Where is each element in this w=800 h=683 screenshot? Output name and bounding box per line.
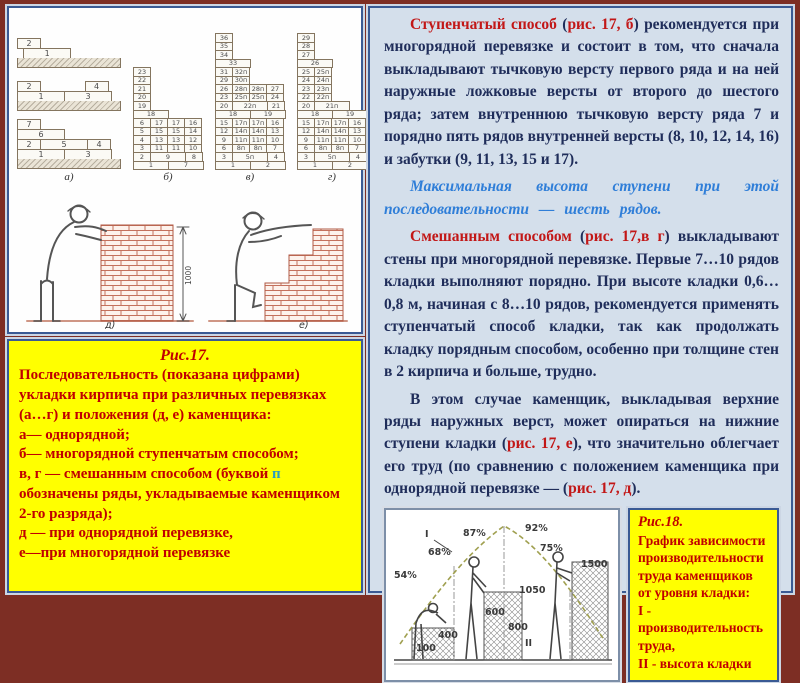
brick-cell: 8п	[232, 144, 250, 154]
diagram-label-a: а)	[64, 171, 74, 183]
brick-cell: 14п	[232, 127, 250, 137]
brick-cell: 27	[266, 84, 284, 94]
fig17-caption-box	[7, 339, 363, 593]
brick-cell: 8п	[314, 144, 332, 154]
brick-cell: 23	[133, 67, 151, 77]
bond-diagram-a3	[17, 119, 111, 159]
diagram-label-d: д)	[105, 320, 116, 329]
brick-cell: 13	[348, 127, 366, 137]
brick-cell: 34	[215, 50, 233, 60]
label-100: 100	[416, 642, 436, 654]
brick-cell: 1	[17, 149, 65, 160]
brick-cell: 11п	[314, 135, 332, 145]
figure18-row	[384, 508, 779, 682]
diagram-label-g: г)	[328, 171, 336, 183]
brick-cell: 15	[215, 118, 233, 128]
brick-cell: 14	[184, 127, 202, 137]
bond-diagram-g	[297, 33, 367, 183]
productivity-graph	[386, 510, 618, 678]
brick-cell: 16	[266, 118, 284, 128]
fig-ref-17vg: рис. 17,в г	[585, 228, 665, 246]
brick-cell: 6	[133, 118, 151, 128]
brick-cell: 21	[133, 84, 151, 94]
label-54pct: 54%	[394, 569, 417, 581]
brick-cell: 35	[215, 42, 233, 52]
brick-cell: 4	[87, 139, 111, 150]
bond-diagram-v	[215, 33, 285, 183]
brick-cell: 3	[133, 144, 151, 154]
fig18-body: График зависимости производительности труда каменщиков от уровня кладки:	[638, 532, 766, 601]
brick-cell: 24	[266, 93, 284, 103]
brick-cell: 12	[184, 135, 202, 145]
fig-ref-17e: рис. 17, е	[507, 435, 573, 453]
masons-illustrations	[13, 185, 357, 329]
diagram-label-v: в)	[245, 171, 255, 183]
brick-cell: 13	[150, 135, 168, 145]
brick-cell: 14п	[249, 127, 267, 137]
brick-cell: 23	[215, 93, 233, 103]
brick-cell: 30п	[232, 76, 250, 86]
mason-d-person	[34, 206, 106, 322]
bond-diagrams-row	[13, 11, 362, 185]
main-text	[384, 14, 779, 506]
right-column	[368, 6, 793, 671]
fig18-title: Рис.18.	[638, 513, 684, 530]
slide-frame	[7, 6, 793, 671]
brick-cell: 23п	[314, 84, 332, 94]
brick-cell: 4	[349, 152, 367, 162]
brick-cell: 11п	[232, 135, 250, 145]
diagram-label-b: б)	[163, 171, 173, 183]
brick-cell: 17п	[314, 118, 332, 128]
brick-cell: 25п	[249, 93, 267, 103]
brick-cell: 8п	[249, 144, 267, 154]
brick-cell: 16	[184, 118, 202, 128]
brick-cell: 4	[133, 135, 151, 145]
brick-cell: 13	[266, 127, 284, 137]
brick-cell: 24	[297, 76, 315, 86]
brick-cell: 12	[297, 127, 315, 137]
brick-cell: 22	[297, 93, 315, 103]
brick-cell: 3	[297, 152, 315, 162]
brick-cell: 3	[215, 152, 233, 162]
fig17-item-e: е—при многорядной перевязке	[19, 545, 231, 562]
ground-hatch	[17, 101, 121, 111]
brick-cell: 14п	[331, 127, 349, 137]
brick-cell: 1	[17, 91, 65, 102]
fig18-graph-box	[384, 508, 620, 682]
brick-cell: 17	[150, 118, 168, 128]
brick-cell: 5п	[232, 152, 268, 162]
brick-cell: 11	[167, 144, 185, 154]
left-column	[7, 6, 363, 593]
brick-cell: 29	[215, 76, 233, 86]
brick-cell: 2	[17, 38, 41, 49]
dimension-label: 1000	[184, 265, 193, 285]
bond-diagram-a1	[17, 38, 70, 58]
brick-cell: 19	[133, 101, 151, 111]
brick-cell: 4	[85, 81, 109, 92]
label-1050: 1050	[519, 584, 546, 596]
brick-cell: 7	[266, 144, 284, 154]
brick-cell: 25п	[232, 93, 250, 103]
brick-cell: 23	[297, 84, 315, 94]
brick-cell: 2	[17, 139, 41, 150]
figure17-panel	[7, 6, 363, 334]
fig17-item-d: д — при однорядной перевязке,	[19, 525, 233, 542]
brick-cell: 18	[215, 110, 251, 120]
fig-ref-17d: рис. 17, д	[568, 480, 632, 498]
fig-ref-17b: рис. 17, б	[567, 16, 634, 33]
brick-cell: 19	[250, 110, 286, 120]
paragraph-stepped-method: Ступенчатый способ (рис. 17, б) рекомендуется при многорядной перевязке и состоит в том, что сначала выкладывают тычковую версту первого ряда и на ней наружные ложковые версты от второго до шестого ряда; затем внутреннюю тычковую версту ряда 7 и порядно пять рядов внутренней версты (8, 10, 12, 14, 16) и забутки (9, 11, 13, 15 и 17).	[384, 16, 779, 168]
brick-cell: 12	[215, 127, 233, 137]
brick-cell: 28п	[249, 84, 267, 94]
brick-cell: 6	[17, 129, 65, 140]
brick-cell: 2	[332, 161, 368, 171]
label-1500: 1500	[581, 558, 608, 570]
brick-cell: 26	[297, 59, 333, 69]
brick-cell: 2	[17, 81, 41, 92]
fig17-item-b: б— многорядной ступенчатым способом;	[19, 446, 299, 463]
brick-cell: 20	[133, 93, 151, 103]
fig17-title: Рис.17.	[160, 347, 210, 364]
label-curve-II: II	[525, 637, 533, 649]
brick-cell: 3	[64, 149, 112, 160]
brick-cell: 14п	[314, 127, 332, 137]
brick-cell: 6	[215, 144, 233, 154]
brick-cell: 29	[297, 33, 315, 43]
brick-cell: 11п	[331, 135, 349, 145]
label-800: 800	[508, 621, 528, 633]
brick-cell: 8	[185, 152, 203, 162]
mason-e-illustration	[209, 213, 347, 322]
fig18-item2: II - высота кладки	[638, 655, 752, 671]
brick-cell: 6	[297, 144, 315, 154]
brick-cell: 7	[168, 161, 204, 171]
brick-cell: 9	[150, 152, 186, 162]
brick-cell: 24п	[314, 76, 332, 86]
brick-cell: 9	[215, 135, 233, 145]
label-curve-I: I	[425, 528, 429, 540]
fig17-item-a: а— однорядной;	[19, 426, 130, 443]
brick-cell: 11	[150, 144, 168, 154]
diagram-label-e: е)	[299, 320, 309, 329]
fig18-caption-box	[628, 508, 779, 682]
fig17-line1: Последовательность (показана цифрами) укладки кирпича при различных перевязках (а…г) и положения (д, е) каменщика:	[19, 367, 327, 423]
brick-cell: 1	[133, 161, 169, 171]
brick-cell: 1	[297, 161, 333, 171]
brick-cell: 10	[348, 135, 366, 145]
brick-cell: 28	[297, 42, 315, 52]
fig17-item-vg: в, г — смешанным способом (буквой п обозначены ряды, укладываемые каменщиком 2-го разряда);	[19, 466, 340, 522]
brick-cell: 22п	[232, 101, 268, 111]
brick-cell: 8п	[331, 144, 349, 154]
brick-stacks	[412, 562, 608, 660]
brick-cell: 21п	[314, 101, 350, 111]
brick-cell: 10	[184, 144, 202, 154]
brick-cell: 19	[332, 110, 368, 120]
bond-diagram-a2	[17, 81, 111, 101]
label-400: 400	[438, 629, 458, 641]
brick-cell: 33	[215, 59, 251, 69]
brick-cell: 31	[215, 67, 233, 77]
brick-cell: 2	[133, 152, 151, 162]
brick-cell: 15	[167, 127, 185, 137]
mason-d-illustration	[27, 206, 193, 322]
brick-cell: 1	[215, 161, 251, 171]
brick-cell: 25	[297, 67, 315, 77]
brick-cell: 20	[297, 101, 315, 111]
bond-diagram-b	[133, 67, 203, 183]
label-87pct: 87%	[463, 527, 486, 539]
paragraph-mason-position: В этом случае каменщик, выкладывая верхние ряды наружных верст, может опираться на нижние ступени кладки (рис. 17, е), что значительно облегчает его труд (по сравнению с положением каменщика при однорядной перевязке — (рис. 17, д).	[384, 390, 780, 498]
heading-mixed-method: Смешанным способом	[410, 228, 572, 246]
brick-cell: 36	[215, 33, 233, 43]
brick-cell: 13	[167, 135, 185, 145]
brick-cell: 26	[215, 84, 233, 94]
brick-cell: 2	[250, 161, 286, 171]
masons-figure	[13, 185, 357, 329]
label-68pct: 68%	[428, 546, 451, 558]
brick-cell: 27	[297, 50, 315, 60]
brick-cell: 18	[133, 110, 169, 120]
brick-cell: 4	[267, 152, 285, 162]
heading-stepped-method: Ступенчатый способ	[410, 16, 557, 33]
brick-cell: 1	[23, 48, 71, 59]
brick-cell: 22	[133, 76, 151, 86]
letter-n-highlight: п	[271, 466, 281, 483]
brick-cell: 5п	[314, 152, 350, 162]
brick-cell: 15	[150, 127, 168, 137]
brick-cell: 20	[215, 101, 233, 111]
ground-hatch	[17, 58, 121, 68]
paragraph-mixed-method: Смешанным способом (рис. 17,в г) выкладывают стены при многорядной перевязке. Первые 7…10 рядов кладки выполняют порядно. При высоте кладки 0,6…0,8 м, начиная с 8…10 рядов, рекомендуется применять ступенчатый способ кладки, так как продолжать кладку порядным способом, особенно при толщине стен в 2 кирпича и больше, трудно.	[384, 228, 779, 381]
main-text-panel	[368, 6, 793, 671]
brick-cell: 3	[64, 91, 112, 102]
brick-cell: 17п	[331, 118, 349, 128]
brick-cell: 18	[297, 110, 333, 120]
brick-cell: 17п	[232, 118, 250, 128]
brick-cell: 25п	[314, 67, 332, 77]
brick-cell: 15	[297, 118, 315, 128]
brick-cell: 17	[167, 118, 185, 128]
brick-cell: 5	[133, 127, 151, 137]
brick-cell: 16	[348, 118, 366, 128]
label-92pct: 92%	[525, 522, 548, 534]
brick-cell: 7	[17, 119, 41, 130]
brick-cell: 22п	[314, 93, 332, 103]
brick-cell: 9	[297, 135, 315, 145]
ground-hatch	[17, 159, 121, 169]
paragraph-max-step-height: Максимальная высота ступени при этой последовательности — шесть рядов.	[384, 178, 779, 218]
brick-cell: 21	[267, 101, 285, 111]
label-75pct: 75%	[540, 542, 563, 554]
brick-cell: 5	[40, 139, 88, 150]
bond-diagram-a	[17, 38, 121, 183]
brick-cell: 7	[348, 144, 366, 154]
brick-cell: 28п	[232, 84, 250, 94]
brick-cell: 32п	[232, 67, 250, 77]
brick-cell: 17п	[249, 118, 267, 128]
brick-cell: 11п	[249, 135, 267, 145]
fig18-item1: I - производительность труда,	[638, 602, 764, 653]
label-600: 600	[485, 606, 505, 618]
brick-cell: 10	[266, 135, 284, 145]
